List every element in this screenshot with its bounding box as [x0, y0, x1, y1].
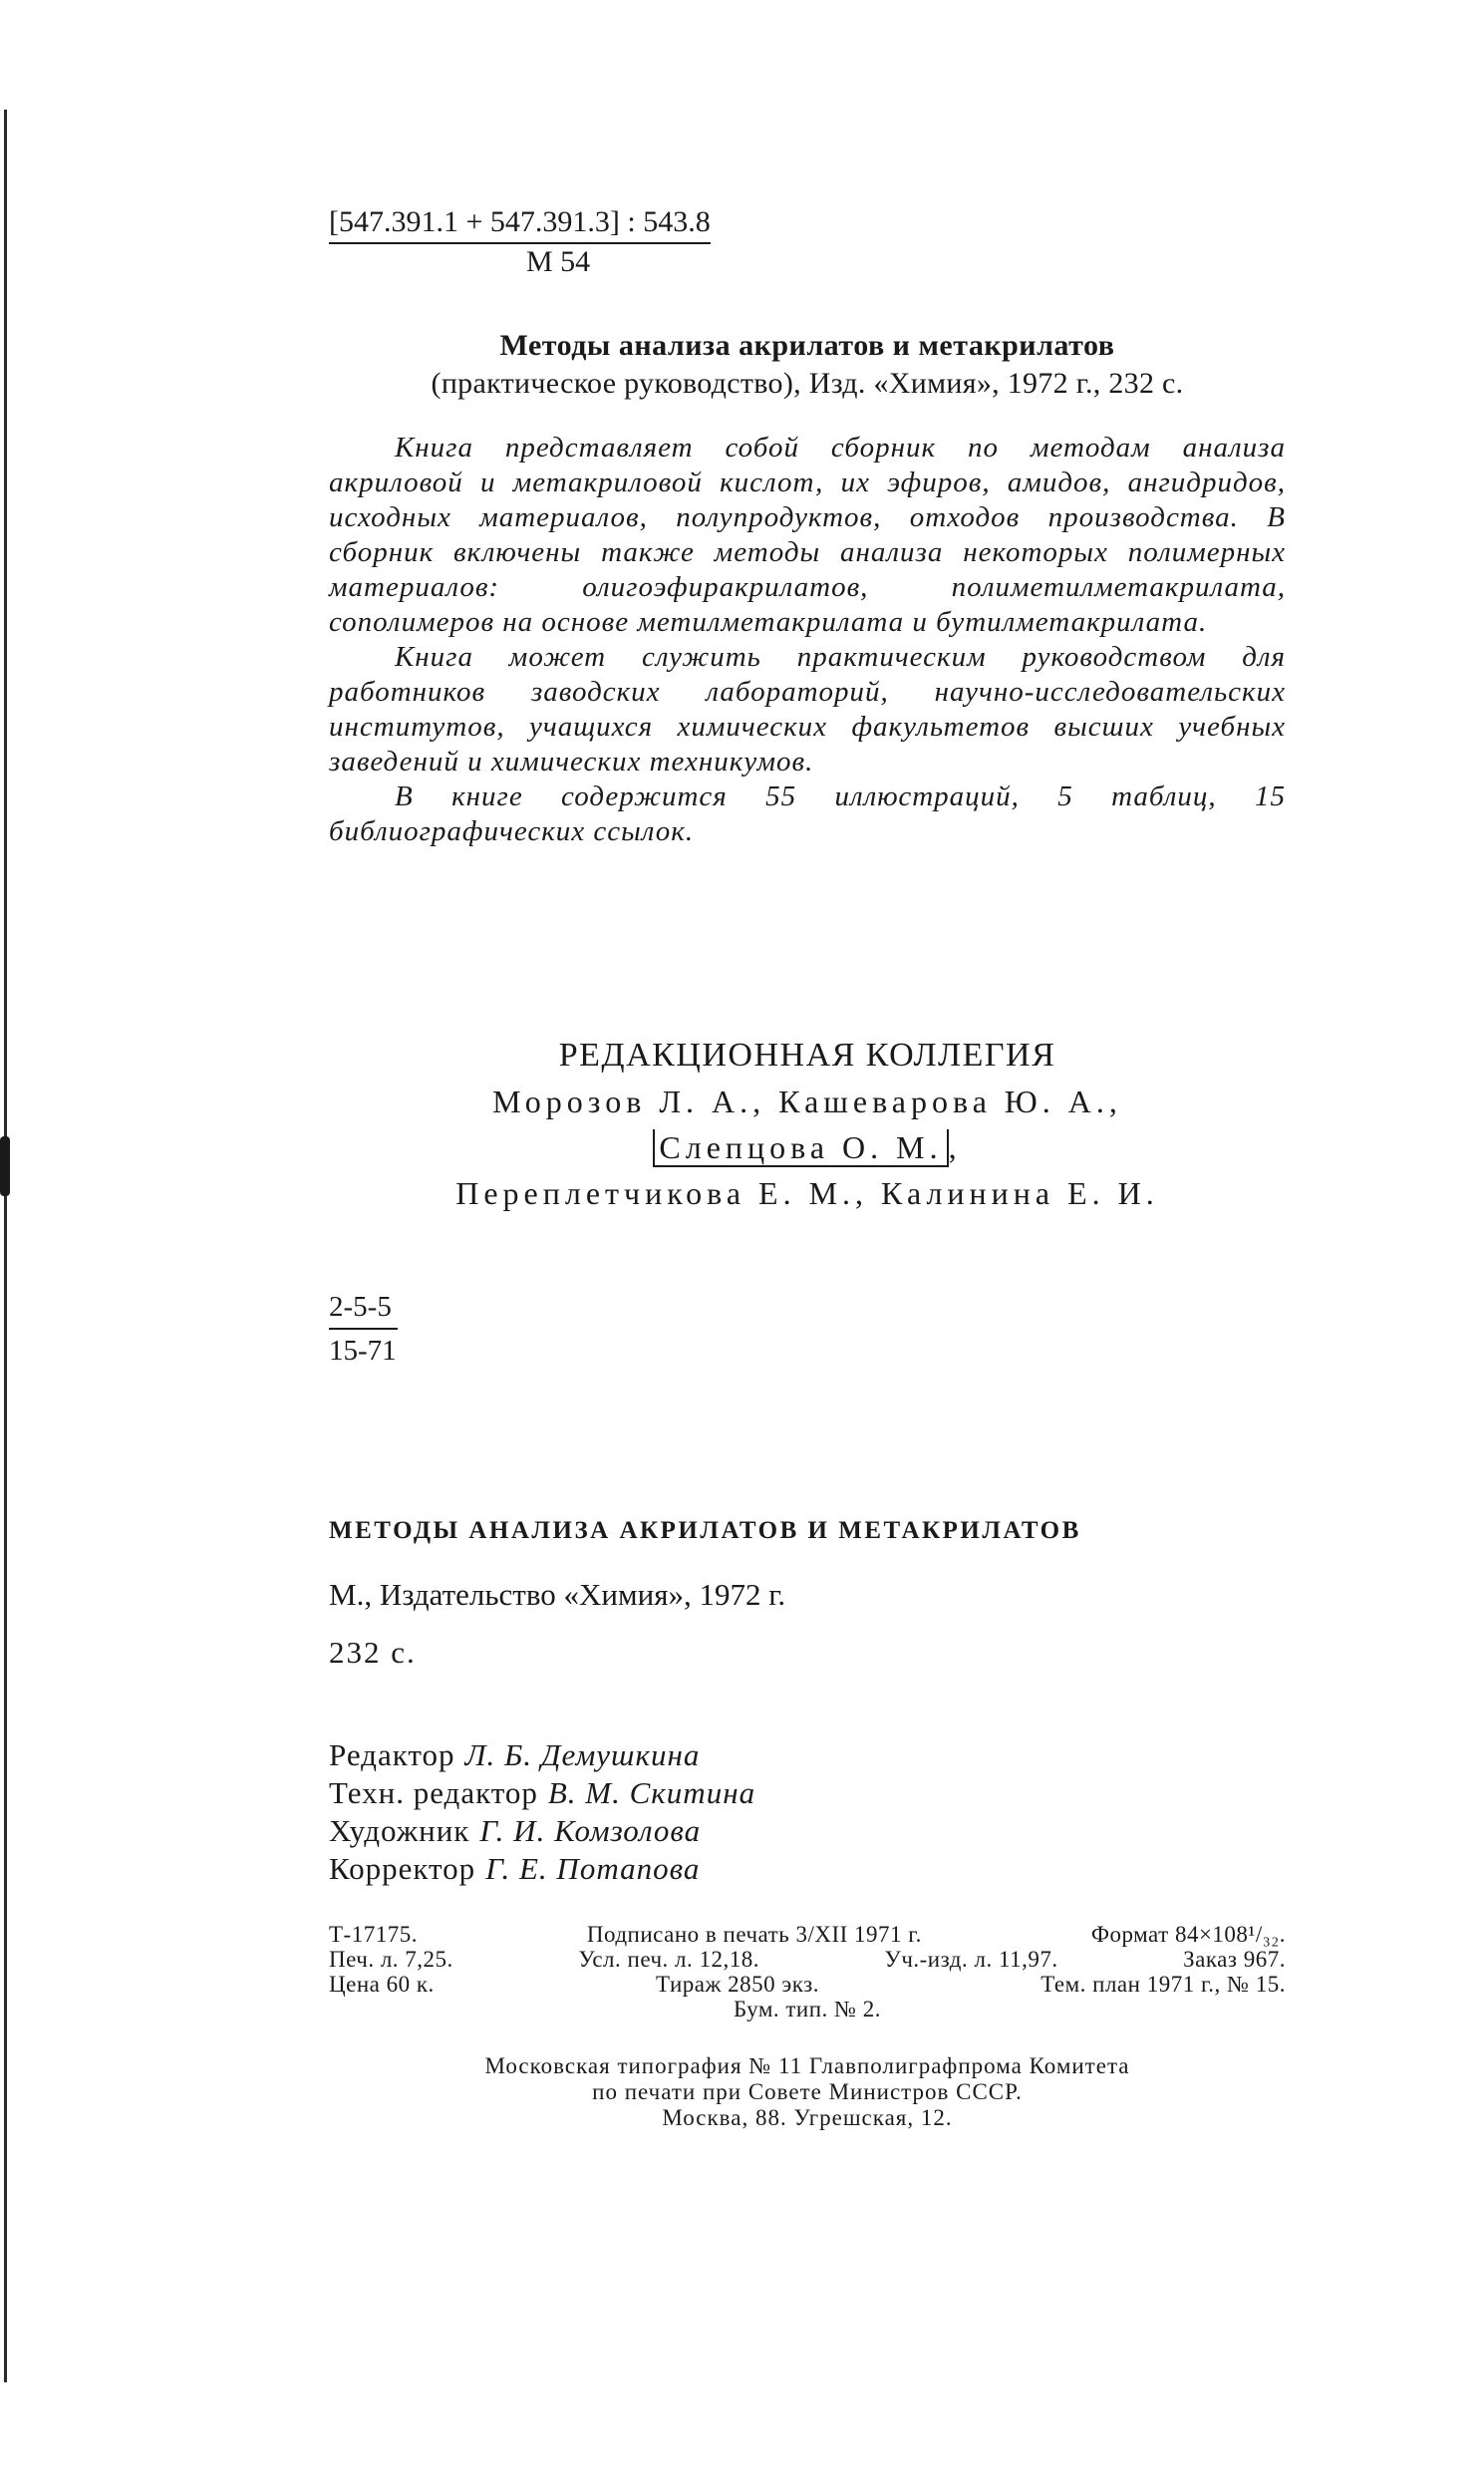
- book-title-block: [329, 329, 1286, 401]
- udc-index: [329, 204, 711, 280]
- udc-author-sign: М 54: [526, 245, 591, 278]
- staff-list: [329, 1736, 755, 1888]
- editorial-board-comma: ,: [948, 1129, 962, 1165]
- printing-house-line: Московская типография № 11 Главполиграфпрома Комитета: [484, 2053, 1130, 2078]
- abstract: [329, 431, 1286, 849]
- printing-house-line: по печати при Совете Министров СССР.: [592, 2079, 1023, 2104]
- editorial-board-line: Переплетчикова Е. М., Калинина Е. И.: [455, 1175, 1159, 1211]
- print-detail: Печ. л. 7,25.: [329, 1947, 453, 1972]
- staff-name: Г. Е. Потапова: [485, 1851, 701, 1886]
- print-detail: Т-17175.: [329, 1922, 418, 1947]
- publisher-code-bottom: 15-71: [329, 1335, 397, 1367]
- book-subtitle: (практическое руководство), Изд. «Химия», 1972 г., 232 с.: [431, 367, 1184, 400]
- print-detail: Усл. печ. л. 12,18.: [578, 1947, 760, 1972]
- staff-name: Л. Б. Демушкина: [464, 1737, 701, 1772]
- editorial-board-line: Морозов Л. А., Кашеварова Ю. А.,: [492, 1084, 1122, 1119]
- imprint-pages: 232 с.: [329, 1635, 417, 1670]
- editorial-board-heading: РЕДАКЦИОННАЯ КОЛЛЕГИЯ: [558, 1037, 1056, 1074]
- staff-role: Художник: [329, 1813, 470, 1848]
- publisher-code-top: 2-5-5: [329, 1286, 398, 1330]
- print-details-row: [329, 1947, 1286, 1972]
- abstract-paragraph: Книга может служить практическим руководством для работников заводских лабораторий, научно-исследовательских институтов, учащихся химических факультетов высших учебных заведений и химических техникумов.: [329, 641, 1286, 778]
- printing-house-line: Москва, 88. Угрешская, 12.: [662, 2105, 953, 2130]
- binding-mark: [0, 1136, 10, 1196]
- print-detail: Цена 60 к.: [329, 1972, 435, 1997]
- print-details-row: [329, 1922, 1286, 1947]
- print-detail: Заказ 967.: [1183, 1947, 1286, 1972]
- staff-role: Корректор: [329, 1851, 476, 1886]
- print-detail: Формат 84×108¹/₃₂.: [1090, 1922, 1286, 1947]
- printing-house: [329, 2053, 1286, 2131]
- imprint-title: МЕТОДЫ АНАЛИЗА АКРИЛАТОВ И МЕТАКРИЛАТОВ: [329, 1517, 1081, 1544]
- editorial-board-line: [329, 1124, 1286, 1170]
- staff-row: [329, 1850, 755, 1888]
- imprint-publisher: М., Издательство «Химия», 1972 г.: [329, 1577, 786, 1612]
- abstract-paragraph: Книга представляет собой сборник по методам анализа акриловой и метакриловой кислот, их эфиров, амидов, ангидридов, исходных материалов, полупродуктов, отходов производства. В сборник включены также методы анализа некоторых полимерных материалов: олигоэфиракрилатов, полиметилметакрилата, сополимеров на основе метилметакрилата и бутилметакрилата.: [329, 432, 1286, 638]
- publisher-code: [329, 1286, 398, 1372]
- page-edge-shadow: [4, 110, 7, 2382]
- udc-classification: [547.391.1 + 547.391.3] : 543.8: [329, 204, 711, 244]
- print-detail: Подписано в печать 3/XII 1971 г.: [586, 1922, 922, 1947]
- editorial-board: [329, 1033, 1286, 1216]
- memorial-box-name: Слепцова О. М.: [653, 1129, 948, 1167]
- staff-name: В. М. Скитина: [547, 1775, 756, 1810]
- staff-name: Г. И. Комзолова: [479, 1813, 702, 1848]
- print-detail: Тираж 2850 экз.: [656, 1972, 819, 1997]
- print-details-row: [329, 1972, 1286, 1997]
- print-detail: Тем. план 1971 г., № 15.: [1040, 1972, 1286, 1997]
- print-details: [329, 1922, 1286, 2022]
- staff-row: [329, 1736, 755, 1774]
- staff-role: Редактор: [329, 1737, 455, 1772]
- book-title: Методы анализа акрилатов и метакрилатов: [499, 329, 1115, 362]
- staff-role: Техн. редактор: [329, 1775, 538, 1810]
- abstract-paragraph: В книге содержится 55 иллюстраций, 5 таблиц, 15 библиографических ссылок.: [329, 780, 1286, 847]
- staff-row: [329, 1812, 755, 1850]
- print-detail: Уч.-изд. л. 11,97.: [884, 1947, 1058, 1972]
- staff-row: [329, 1774, 755, 1812]
- print-detail-paper: Бум. тип. № 2.: [734, 1997, 881, 2022]
